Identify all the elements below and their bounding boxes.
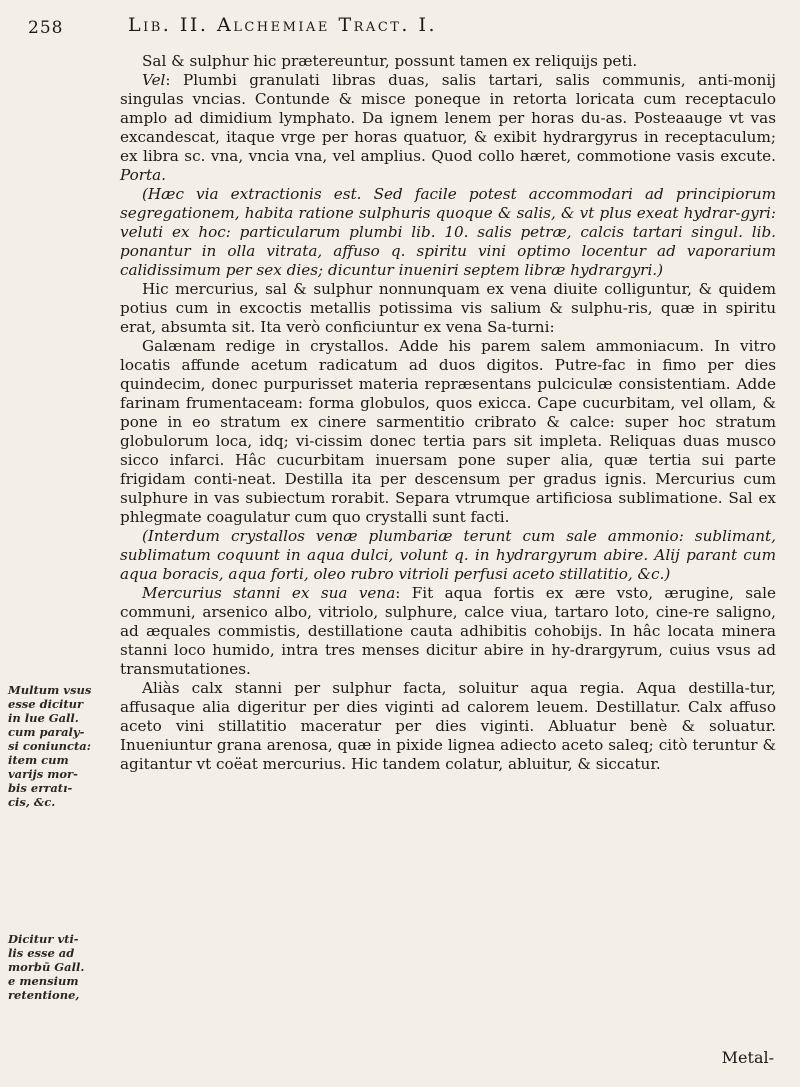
- paragraph: Sal & sulphur hic prætereuntur, possunt tamen ex reliquijs peti.: [142, 52, 638, 70]
- main-text: [120, 52, 776, 774]
- margin-note-line: item cum: [8, 753, 69, 767]
- running-title: Lib. II. Alchemiae Tract. I.: [128, 14, 438, 36]
- paragraph-source: Porta.: [120, 166, 166, 184]
- paragraph: Aliàs calx stanni per sulphur facta, soluitur aqua regia. Aqua destilla-tur, affusaque alia digeritur per dies viginti ad calorem leuem. Destillatur. Calx affuso aceto vini stillatitio maceratur per dies viginti. Abluatur benè & soluatur. Inueniuntur grana arenosa, quæ in pixide lignea adiecto aceto saleq; citò teruntur & agitantur vt coëat mercurius. Hic tandem colatur, abluitur, & siccatur.: [120, 679, 776, 773]
- running-header: [28, 14, 768, 42]
- paragraph: [120, 584, 776, 679]
- paragraph-text: : Fit aqua fortis ex ære vsto, ærugine, sale communi, arsenico albo, vitriolo, sulphure, calce viua, tartaro loto, cine-re saligno, ad æquales commistis, destillatione cauta adhibitis cohobijs. In hâc locata minera stanni loco humido, intra tres menses dicitur abire in hy-drargyrum, cuius vsus ad transmutationes.: [120, 584, 776, 678]
- margin-note-line: cis, &c.: [8, 795, 56, 809]
- page-number: 258: [28, 18, 64, 38]
- paragraph: [120, 71, 776, 185]
- margin-note-line: morbū Gall.: [8, 960, 85, 974]
- margin-note-line: Multum vsus: [8, 683, 92, 697]
- commentary-paragraph: (Interdum crystallos venæ plumbariæ terunt cum sale ammonio: sublimant, sublimatum coquunt in aqua dulci, volunt q. in hydrargyrum abire. Alij parant cum aqua boracis, aqua forti, oleo rubro vitrioli perfusi aceto stillatitio, &c.): [120, 527, 776, 583]
- margin-note-line: lis esse ad: [8, 946, 75, 960]
- margin-note-line: si coniuncta:: [8, 739, 91, 753]
- margin-note-line: retentione,: [8, 988, 80, 1002]
- paragraph: Galænam redige in crystallos. Adde his parem salem ammoniacum. In vitro locatis affunde acetum radicatum ad duos digitos. Putre-fac in fimo per dies quindecim, donec purpurisset materia repræsentans pulciculæ consistentiam. Adde farinam frumentaceam: forma globulos, quos exicca. Cape cucurbitam, vel ollam, & pone in eo stratum ex cinere sarmentitio cribrato & calce: super hoc stratum globulorum loca, idq; vi-cissim donec tertia pars sit impleta. Reliquas duas musco sicco infarci. Hâc cucurbitam inuersam pone super alia, quæ tertia sui parte frigidam conti-neat. Destilla ita per descensum per gradus ignis. Mercurius cum sulphure in vas subiectum rorabit. Separa vtrumque artificiosa sublimatione. Sal ex phlegmate coagulatur cum quo crystalli sunt facti.: [120, 337, 776, 526]
- margin-note-line: Dicitur vti-: [8, 932, 79, 946]
- paragraph-label: Mercurius stanni ex sua vena: [142, 584, 396, 602]
- margin-note-line: cum paraly-: [8, 725, 85, 739]
- margin-note-line: in lue Gall.: [8, 711, 79, 725]
- commentary-paragraph: (Hæc via extractionis est. Sed facile potest accommodari ad principiorum segregationem, habita ratione sulphuris quoque & salis, & vt plus exeat hydrar-gyri: veluti ex hoc: particularum plumbi lib. 10. salis petræ, calcis tartari singul. lib. ponantur in olla vitrata, affuso q. spiritu vini optimo locentur ad vaporarium calidissimum per sex dies; dicuntur inueniri septem libræ hydrargyri.): [120, 185, 776, 279]
- paragraph-label: Vel: [142, 71, 166, 89]
- margin-note-line: bis erratı-: [8, 781, 73, 795]
- margin-note: [8, 683, 110, 809]
- margin-note: [8, 932, 110, 1002]
- catchword: Metal-: [721, 1048, 774, 1067]
- paragraph-text: : Plumbi granulati libras duas, salis tartari, salis communis, anti-monij singulas vncias. Contunde & misce poneque in retorta loricata cum receptaculo amplo ad dimidium lymphato. Da ignem lenem per horas du-as. Posteaauge vt vas excandescat, itaque vrge per horas quatuor, & exibit hydrargyrus in receptaculum; ex libra sc. vna, vncia vna, vel amplius. Quod collo hæret, commotione vasis excute.: [120, 71, 776, 165]
- margin-note-line: esse dicitur: [8, 697, 84, 711]
- margin-note-line: varijs mor-: [8, 767, 78, 781]
- paragraph: Hic mercurius, sal & sulphur nonnunquam ex vena diuite colliguntur, & quidem potius cum in excoctis metallis potissima vis salium & sulphu-ris, quæ in spiritu erat, absumta sit. Ita verò conficiuntur ex vena Sa-turni:: [120, 280, 776, 336]
- margin-note-line: e mensium: [8, 974, 79, 988]
